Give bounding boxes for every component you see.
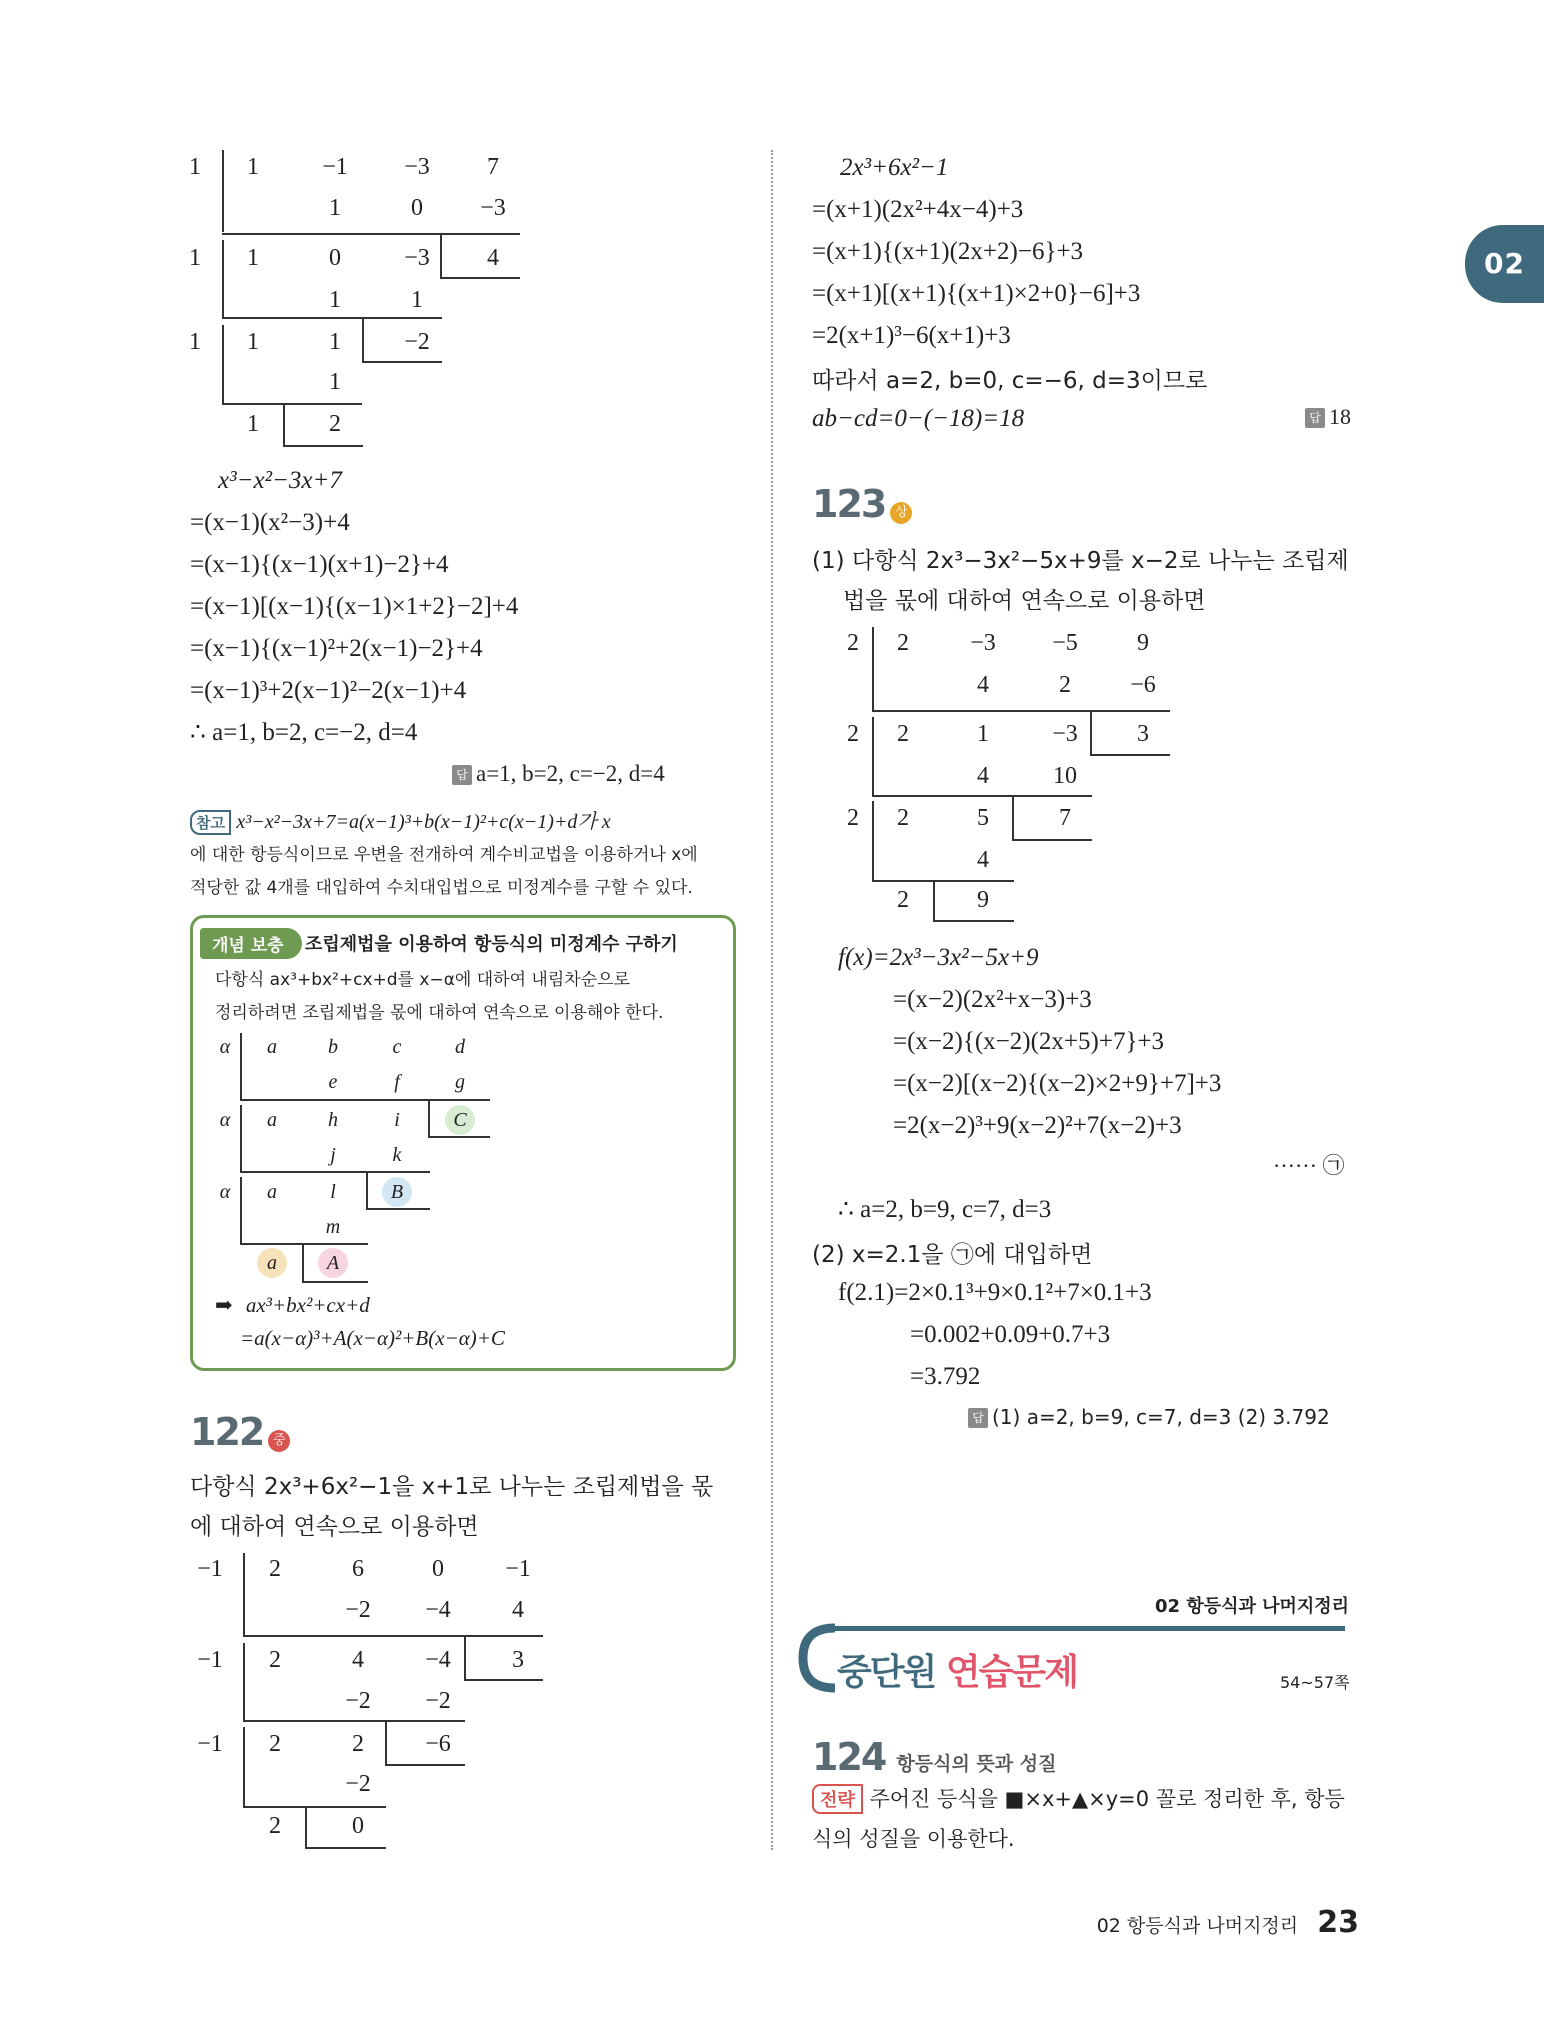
divisor: 1	[189, 245, 201, 271]
coef: 2	[269, 1647, 281, 1673]
eq-line: =0.002+0.09+0.7+3	[910, 1321, 1111, 1348]
strategy-text: 주어진 등식을 ■×x+▲×y=0 꼴로 정리한 후, 항등	[869, 1787, 1345, 1811]
coef: 1	[247, 245, 259, 271]
coef: 1	[329, 369, 341, 395]
concept-tag: 개념 보충	[200, 928, 302, 959]
concept-desc: 다항식 ax³+bx²+cx+d를 x−α에 대하여 내림차순으로	[215, 970, 630, 990]
eq-line: =(x−1)[(x−1){(x−1)×1+2}−2]+4	[190, 593, 519, 620]
coef: f	[394, 1071, 400, 1093]
coef: 1	[247, 154, 259, 180]
eq-line: x³−x²−3x+7	[218, 467, 342, 494]
coef: −1	[322, 154, 348, 180]
problem-124-header	[812, 1735, 1056, 1779]
eq-line: =2(x−2)³+9(x−2)²+7(x−2)+3	[893, 1112, 1182, 1139]
problem-topic: 항등식의 뜻과 성질	[896, 1753, 1057, 1775]
coef: a	[267, 1036, 277, 1058]
coef: 2	[897, 721, 909, 747]
coef: −3	[970, 630, 996, 656]
remainder: 7	[1059, 805, 1071, 831]
problem-number: 124	[812, 1735, 886, 1779]
coef: 2	[269, 1813, 281, 1839]
remainder-A: A	[308, 1248, 358, 1278]
eq-line: =(x−2)[(x−2){(x−2)×2+9}+7]+3	[893, 1070, 1222, 1097]
divisor: 1	[189, 329, 201, 355]
remainder: 3	[512, 1647, 524, 1673]
concept-result: ➡ ax³+bx²+cx+d	[215, 1293, 370, 1317]
eq-line: 2x³+6x²−1	[840, 154, 949, 181]
level-badge: 중	[268, 1430, 290, 1452]
eq-line: =(x−1)³+2(x−1)²−2(x−1)+4	[190, 677, 467, 704]
level-badge: 상	[890, 502, 912, 524]
coef: 4	[977, 763, 989, 789]
banner-word-1: 중단원	[837, 1652, 936, 1693]
problem-text: 법을 몫에 대하여 연속으로 이용하면	[843, 588, 1206, 614]
coef: 10	[1053, 763, 1077, 789]
coef: c	[392, 1036, 402, 1058]
coef: 1	[329, 329, 341, 355]
problem-number: 123	[812, 482, 886, 526]
divisor: α	[219, 1036, 231, 1058]
coef: h	[328, 1109, 338, 1131]
eq-line: =(x−2){(x−2)(2x+5)+7}+3	[893, 1028, 1165, 1055]
divisor: −1	[197, 1647, 223, 1673]
coef: 7	[487, 154, 499, 180]
coef: 4	[977, 847, 989, 873]
concept-result-2: =a(x−α)³+A(x−α)²+B(x−α)+C	[240, 1326, 505, 1350]
eq-line: =(x−1){(x−1)²+2(x−1)−2}+4	[190, 635, 483, 662]
problem-text: (1) 다항식 2x³−3x²−5x+9를 x−2로 나누는 조립제	[812, 548, 1349, 574]
coef: e	[328, 1071, 338, 1093]
coef: 2	[269, 1731, 281, 1757]
coef: 4	[512, 1597, 524, 1623]
coef: −2	[345, 1688, 371, 1714]
coef: 1	[411, 287, 423, 313]
coef: −2	[425, 1688, 451, 1714]
problem-text: 에 대하여 연속으로 이용하면	[190, 1514, 479, 1540]
coef: −3	[404, 154, 430, 180]
coef: m	[325, 1216, 341, 1238]
eq-line: =(x+1){(x+1)(2x+2)−6}+3	[812, 238, 1084, 265]
divisor: α	[219, 1109, 231, 1131]
coef: −2	[345, 1771, 371, 1797]
divisor: −1	[197, 1731, 223, 1757]
coef: j	[330, 1144, 336, 1166]
concept-title: 조립제법을 이용하여 항등식의 미정계수 구하기	[305, 934, 678, 955]
coef: −5	[1052, 630, 1078, 656]
coef: 1	[329, 287, 341, 313]
eq-line: f(x)=2x³−3x²−5x+9	[838, 944, 1039, 971]
coef: g	[455, 1071, 465, 1093]
coef: 2	[897, 805, 909, 831]
section-banner	[795, 1620, 1355, 1695]
coef: d	[455, 1036, 465, 1058]
concept-desc: 정리하려면 조립제법을 몫에 대하여 연속으로 이용해야 한다.	[215, 1003, 664, 1023]
remainder: 3	[1137, 721, 1149, 747]
note-tag: 참고	[190, 810, 231, 835]
footer-chapter: 02 항등식과 나머지정리	[1096, 1915, 1299, 1937]
eq-line: ab−cd=0−(−18)=18	[812, 405, 1025, 432]
coef-a: a	[247, 1248, 297, 1278]
divisor: 2	[847, 721, 859, 747]
coef: −3	[480, 195, 506, 221]
remainder: 2	[329, 411, 341, 437]
coef: −4	[425, 1597, 451, 1623]
problem-122-header	[190, 1410, 290, 1454]
coef: l	[330, 1181, 336, 1203]
coef: 1	[247, 329, 259, 355]
banner-word-2: 연습문제	[945, 1652, 1077, 1693]
eq-conclusion: ∴ a=2, b=9, c=7, d=3	[838, 1196, 1052, 1223]
answer-icon: 답	[1305, 408, 1325, 428]
column-divider	[771, 150, 773, 1850]
eq-line: =(x+1)[(x+1){(x+1)×2+0}−6]+3	[812, 280, 1141, 307]
coef: −1	[505, 1556, 531, 1582]
answer-123: 답 (1) a=2, b=9, c=7, d=3 (2) 3.792	[968, 1405, 1330, 1429]
remainder: 9	[977, 887, 989, 913]
note-line: x³−x²−3x+7=a(x−1)³+b(x−1)²+c(x−1)+d가 x	[236, 811, 611, 833]
coef: a	[267, 1181, 277, 1203]
divisor: α	[219, 1181, 231, 1203]
strategy-tag: 전략	[812, 1784, 863, 1814]
coef: 1	[329, 195, 341, 221]
problem-123-header	[812, 482, 912, 526]
eq-line: =(x−1)(x²−3)+4	[190, 509, 350, 536]
remainder: −2	[404, 329, 430, 355]
section-chapter-title: 02 항등식과 나머지정리	[1155, 1596, 1350, 1617]
marker: ······ ㉠	[1273, 1153, 1345, 1178]
coef: 1	[247, 411, 259, 437]
divisor: −1	[197, 1556, 223, 1582]
answer-121: 답 a=1, b=2, c=−2, d=4	[452, 762, 665, 785]
arrow-icon: ➡	[215, 1293, 233, 1317]
eq-line: =(x−1){(x−1)(x+1)−2}+4	[190, 551, 449, 578]
coef: 9	[1137, 630, 1149, 656]
page-footer	[1097, 1905, 1359, 1940]
coef: 2	[897, 630, 909, 656]
page-range: 54~57쪽	[1280, 1673, 1350, 1692]
coef: −4	[425, 1647, 451, 1673]
divisor: 2	[847, 805, 859, 831]
note-line: 에 대한 항등식이므로 우변을 전개하여 계수비교법을 이용하거나 x에	[190, 845, 698, 865]
coef: k	[392, 1144, 402, 1166]
coef: 2	[1059, 672, 1071, 698]
coef: 0	[432, 1556, 444, 1582]
coef: 2	[352, 1731, 364, 1757]
coef: 6	[352, 1556, 364, 1582]
eq-line: f(2.1)=2×0.1³+9×0.1²+7×0.1+3	[838, 1279, 1152, 1306]
coef: 0	[411, 195, 423, 221]
note-line: 적당한 값 4개를 대입하여 수치대입법으로 미정계수를 구할 수 있다.	[190, 878, 693, 898]
coef: −2	[345, 1597, 371, 1623]
part-2-text: (2) x=2.1을 ㉠에 대입하면	[812, 1242, 1093, 1268]
answer-icon: 답	[968, 1408, 988, 1428]
coef: 2	[897, 887, 909, 913]
coef: 1	[977, 721, 989, 747]
remainder-C: C	[435, 1105, 485, 1135]
remainder-B: B	[372, 1177, 422, 1207]
divisor: 2	[847, 630, 859, 656]
eq-conclusion: ∴ a=1, b=2, c=−2, d=4	[190, 719, 418, 746]
problem-text: 다항식 2x³+6x²−1을 x+1로 나누는 조립제법을 몫	[190, 1474, 714, 1500]
coef: 2	[269, 1556, 281, 1582]
coef: 5	[977, 805, 989, 831]
strategy-text: 식의 성질을 이용한다.	[812, 1827, 1015, 1851]
remainder: −6	[425, 1731, 451, 1757]
coef: −3	[404, 245, 430, 271]
eq-line: =(x+1)(2x²+4x−4)+3	[812, 196, 1024, 223]
page-number: 23	[1317, 1905, 1359, 1940]
eq-line: =(x−2)(2x²+x−3)+3	[893, 986, 1092, 1013]
problem-number: 122	[190, 1410, 264, 1454]
coef: i	[394, 1109, 400, 1131]
answer-icon: 답	[452, 765, 472, 785]
coef: a	[267, 1109, 277, 1131]
chapter-tab: 02	[1465, 225, 1544, 303]
coef: −3	[1052, 721, 1078, 747]
coef: 4	[977, 672, 989, 698]
coef: 0	[329, 245, 341, 271]
eq-line: =3.792	[910, 1363, 981, 1390]
remainder: 0	[352, 1813, 364, 1839]
divisor: 1	[189, 154, 201, 180]
coef: −6	[1130, 672, 1156, 698]
coef: 4	[352, 1647, 364, 1673]
eq-line: 따라서 a=2, b=0, c=−6, d=3이므로	[812, 368, 1208, 394]
coef: b	[328, 1036, 338, 1058]
answer-122: 답 18	[1305, 406, 1351, 428]
eq-line: =2(x+1)³−6(x+1)+3	[812, 322, 1011, 349]
remainder: 4	[487, 245, 499, 271]
